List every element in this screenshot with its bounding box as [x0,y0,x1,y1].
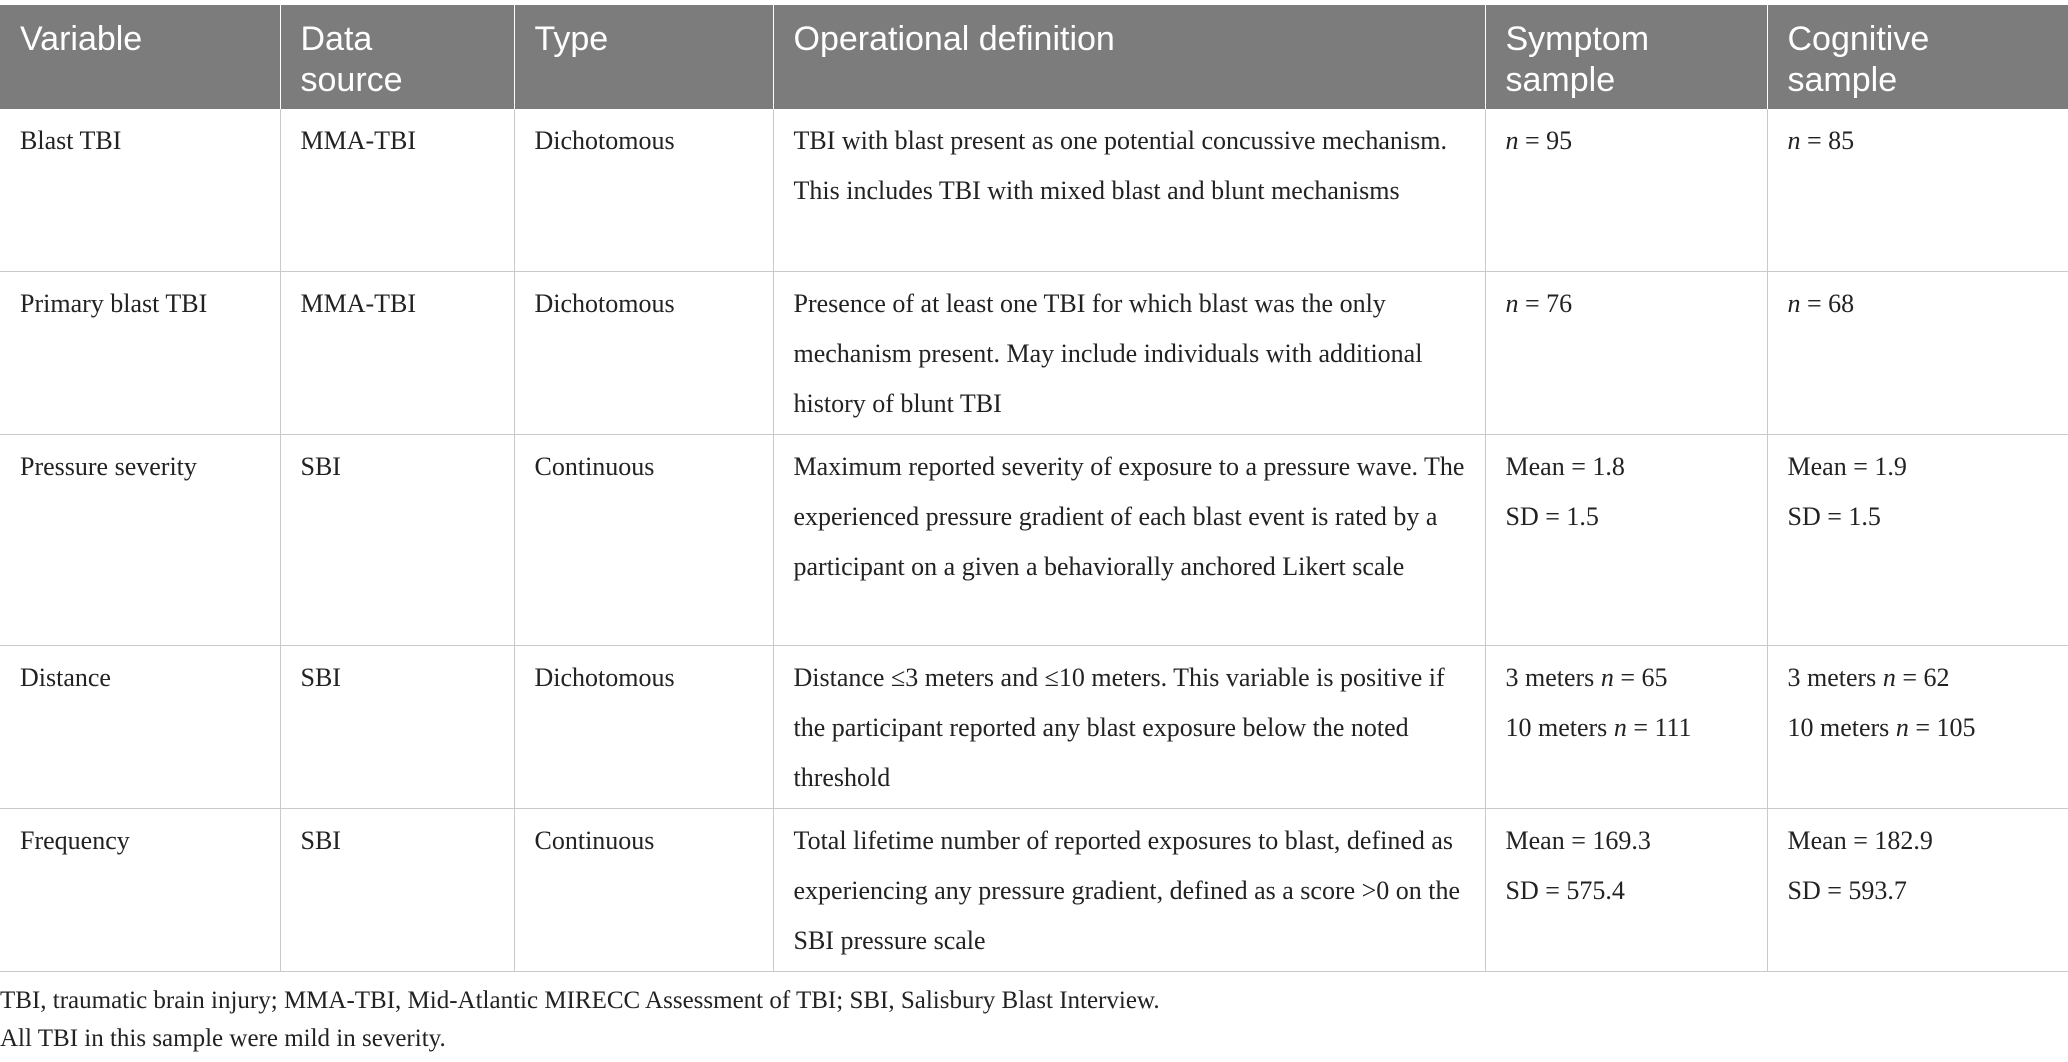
cell-data-source: MMA-TBI [280,109,514,271]
table-row [0,271,2068,434]
footnote-abbreviations: TBI, traumatic brain injury; MMA-TBI, Mid-Atlantic MIRECC Assessment of TBI; SBI, Salisbury Blast Interview. [0,987,1160,1014]
cell-cognitive-sample [1767,109,2068,271]
stat-line: Mean = 1.9 [1787,451,1907,481]
cell-type: Dichotomous [514,109,773,271]
cell-type: Continuous [514,808,773,971]
cell-variable: Blast TBI [0,109,280,271]
cell-data-source: MMA-TBI [280,271,514,434]
header-line: Variable [20,20,143,58]
cell-cognitive-sample [1767,271,2068,434]
n-symbol: n [1787,288,1801,318]
table-row [0,434,2068,645]
header-line: Operational definition [793,20,1115,58]
cell-variable: Primary blast TBI [0,271,280,434]
stat-value: = 76 [1518,288,1573,318]
stat-line [1506,703,1747,753]
definition-text: Total lifetime number of reported exposures to blast, defined as experiencing any pressure gradient, defined as a score >0 on the SBI pressure scale [793,825,1461,955]
stat-value: = 111 [1626,712,1692,742]
cell-definition [773,271,1485,434]
header-operational-definition [773,5,1485,109]
stat-line [1788,653,2049,703]
cell-symptom-sample [1485,808,1767,971]
header-cognitive-sample [1767,5,2068,109]
table-row [0,808,2068,971]
header-line: Symptom [1505,20,1650,58]
stat-line [1506,653,1747,703]
stat-line: SD = 1.5 [1787,501,1881,531]
cell-variable: Frequency [0,808,280,971]
stat-value: = 105 [1908,712,1976,742]
header-type [514,5,773,109]
header-line: Cognitive [1787,20,1930,58]
table-footnotes [0,982,2068,1058]
header-line: Type [534,20,609,58]
n-symbol: n [1882,662,1896,692]
header-line: sample [1505,61,1616,99]
definition-text: TBI with blast present as one potential concussive mechanism. This includes TBI with mixed blast and blunt mechanisms [793,126,1447,205]
cell-symptom-sample [1485,434,1767,645]
cell-definition [773,808,1485,971]
stat-line [1506,279,1747,329]
header-row [0,5,2068,109]
stat-value: = 62 [1895,662,1950,692]
cell-data-source: SBI [280,808,514,971]
table-row [0,109,2068,271]
header-data-source [280,5,514,109]
table-header [0,5,2068,109]
stat-value: = 95 [1518,126,1573,155]
n-symbol: n [1505,288,1519,318]
n-symbol: n [1505,126,1519,155]
stat-line [1506,116,1747,166]
cell-cognitive-sample [1767,434,2068,645]
cell-variable: Distance [0,645,280,808]
n-symbol: n [1600,662,1614,692]
cell-cognitive-sample [1767,645,2068,808]
stat-prefix: 3 meters [1787,662,1883,692]
stat-line: SD = 593.7 [1787,875,1907,905]
cell-symptom-sample [1485,271,1767,434]
variables-table [0,5,2068,972]
stat-line [1788,116,2049,166]
header-symptom-sample [1485,5,1767,109]
footnote-severity: All TBI in this sample were mild in severity. [0,1025,446,1052]
cell-definition [773,645,1485,808]
n-symbol: n [1895,712,1909,742]
definition-text: Maximum reported severity of exposure to a pressure wave. The experienced pressure gradient of each blast event is rated by a participant on a given a behaviorally anchored Likert scale [793,451,1465,581]
stat-line [1788,703,2049,753]
cell-data-source: SBI [280,434,514,645]
stat-prefix: 10 meters [1505,712,1614,742]
stat-prefix: 10 meters [1787,712,1896,742]
stat-value: = 68 [1800,288,1855,318]
stat-line: SD = 1.5 [1505,501,1599,531]
stat-prefix: 3 meters [1505,662,1601,692]
cell-cognitive-sample [1767,808,2068,971]
cell-variable: Pressure severity [0,434,280,645]
header-variable [0,5,280,109]
cell-definition [773,109,1485,271]
stat-line: Mean = 182.9 [1787,825,1933,855]
table-row [0,645,2068,808]
stat-line: Mean = 1.8 [1505,451,1625,481]
definition-text: Distance ≤3 meters and ≤10 meters. This variable is positive if the participant reported any blast exposure below the noted threshold [793,662,1445,792]
cell-symptom-sample [1485,109,1767,271]
cell-symptom-sample [1485,645,1767,808]
cell-data-source: SBI [280,645,514,808]
stat-line: SD = 575.4 [1505,875,1625,905]
n-symbol: n [1613,712,1627,742]
table-body [0,109,2068,971]
cell-type: Continuous [514,434,773,645]
stat-line: Mean = 169.3 [1505,825,1651,855]
cell-type: Dichotomous [514,271,773,434]
header-line: Data [300,20,373,58]
cell-type: Dichotomous [514,645,773,808]
stat-value: = 85 [1800,126,1855,155]
variables-table-container [0,5,2068,972]
n-symbol: n [1787,126,1801,155]
header-line: source [300,61,403,99]
cell-definition [773,434,1485,645]
stat-value: = 65 [1613,662,1668,692]
definition-text: Presence of at least one TBI for which blast was the only mechanism present. May include individuals with additional history of blunt TBI [793,288,1423,418]
header-line: sample [1787,61,1898,99]
stat-line [1788,279,2049,329]
